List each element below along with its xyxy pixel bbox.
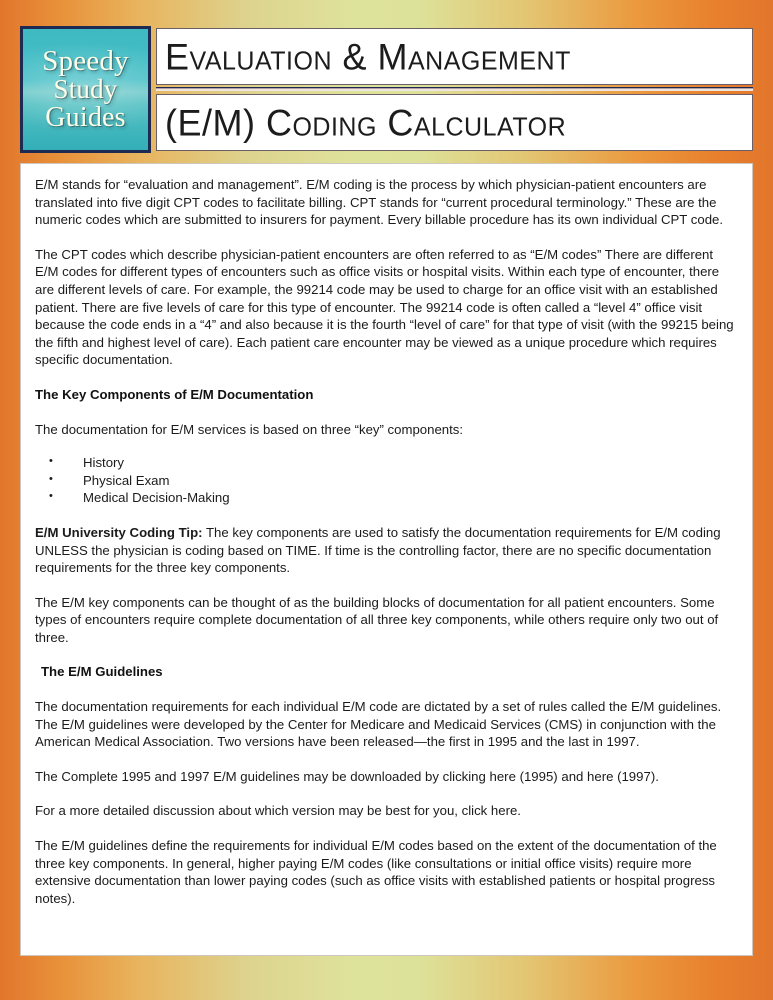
paragraph-version-discussion: For a more detailed discussion about which version may be best for you, click here.: [35, 803, 521, 819]
paragraph-coding-tip: [35, 524, 738, 577]
coding-tip-label: E/M University Coding Tip:: [35, 524, 203, 540]
paragraph-download-guidelines: The Complete 1995 and 1997 E/M guidelines may be downloaded by clicking here (1995) and here (1997).: [35, 768, 659, 784]
paragraph-em-definition: E/M stands for “evaluation and management”. E/M coding is the process by which physician-patient encounters are translated into five digit CPT codes to facilitate billing. CPT stands for “current procedural terminology.” These are the numeric codes which are submitted to insurers for payment. Every billable procedure has its own individual CPT code.: [35, 177, 724, 228]
page-title-line-1: Evaluation & Management: [165, 34, 571, 78]
heading-em-guidelines: The E/M Guidelines: [41, 664, 163, 680]
document-content-panel: [20, 163, 753, 956]
heading-key-components: The Key Components of E/M Documentation: [35, 386, 314, 402]
paragraph-cpt-codes-levels: The CPT codes which describe physician-patient encounters are often referred to as “E/M codes” There are different E/M codes for different types of encounters such as office visits or hospital visits. Within each type of encounter, there are different levels of care. For example, the 99214 code may be used to charge for an office visit with an established patient. There are five levels of care for this type of encounter. The 99214 code is often called a “level 4” office visit because the code ends in a “4” and also because it is the fourth “level of care” for that type of visit (with the 99215 being the fifth and highest level of care). Each patient care encounter may be viewed as a unique procedure which requires specific documentation.: [35, 246, 734, 368]
page-title-line-2: (E/M) Coding Calculator: [165, 100, 567, 144]
coding-tip-text: The key components are used to satisfy the documentation requirements for E/M coding UNLESS the physician is coding based on TIME. If time is the controlling factor, there are no specific documentation requirements for the three key components.: [35, 524, 721, 576]
title-stack: [156, 26, 753, 153]
logo-line-3: Guides: [45, 101, 126, 133]
title-divider-rule: [156, 87, 753, 91]
speedy-study-guides-logo: [20, 26, 151, 153]
header-banner: [20, 26, 753, 154]
title-bar-secondary: [156, 94, 753, 151]
list-item: • Medical Decision-Making: [35, 489, 738, 507]
title-bar-primary: [156, 28, 753, 85]
paragraph-building-blocks: The E/M key components can be thought of as the building blocks of documentation for all patient encounters. Some types of encounters require complete documentation of all three key components, while others require only two out of three.: [35, 594, 719, 645]
logo-line-2: Study: [53, 74, 118, 105]
key-components-list: [35, 454, 738, 507]
paragraph-guidelines-history: The documentation requirements for each individual E/M code are dictated by a set of rules called the E/M guidelines. The E/M guidelines were developed by the Center for Medicare and Medicaid Services (CMS) in conjunction with the American Medical Association. Two versions have been released—the first in 1995 and the last in 1997.: [35, 699, 722, 750]
paragraph-guidelines-requirements: The E/M guidelines define the requirements for individual E/M codes based on the extent of the documentation of the three key components. In general, higher paying E/M codes (like consultations or initial office visits) require more extensive documentation than lower paying codes (such as office visits with established patients or hospital progress notes).: [35, 838, 717, 906]
list-item: • Physical Exam: [35, 472, 738, 490]
list-item: • History: [35, 454, 738, 472]
paragraph-three-key-components-intro: The documentation for E/M services is based on three “key” components:: [35, 421, 464, 437]
logo-line-1: Speedy: [42, 44, 129, 77]
